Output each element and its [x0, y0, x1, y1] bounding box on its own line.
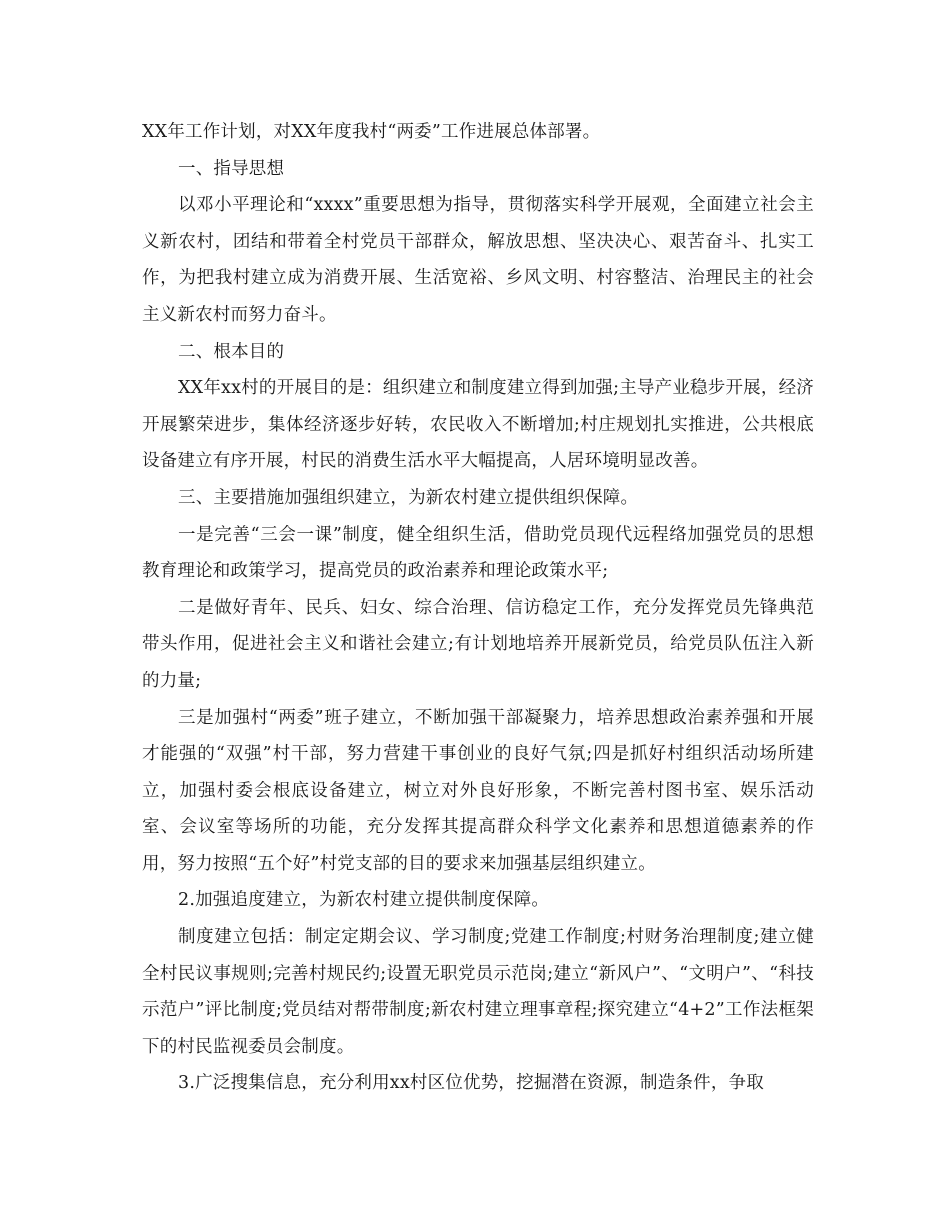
document-body [142, 114, 814, 1102]
heading-system-building: 2.加强追度建立，为新农村建立提供制度保障。 [178, 890, 550, 911]
paragraph-measure-three: 三是加强村“两委”班子建立，不断加强干部凝聚力，培养思想政治素养强和开展才能强的“双强”村干部，努力营建干事创业的良好气氛;四是抓好村组织活动场所建立，加强村委会根底设备建立，树立对外良好形象，不断完善村图书室、娱乐活动室、会议室等场所的功能，充分发挥其提高群众科学文化素养和思想道德素养的作用，努力按照“五个好”村党支部的目的要求来加强基层组织建立。 [142, 707, 814, 874]
paragraph-measure-two: 二是做好青年、民兵、妇女、综合治理、信访稳定工作，充分发挥党员先锋典范带头作用，促进社会主义和谐社会建立;有计划地培养开展新党员，给党员队伍注入新的力量; [142, 597, 814, 691]
paragraph-information-gathering: 3.广泛搜集信息，充分利用xx村区位优势，挖掘潜在资源，制造条件，争取 [178, 1073, 764, 1094]
paragraph-intro: XX年工作计划，对XX年度我村“两委”工作进展总体部署。 [142, 122, 601, 142]
heading-guiding-ideology: 一、指导思想 [178, 158, 285, 179]
heading-main-measures: 三、主要措施加强组织建立，为新农村建立提供组织保障。 [178, 487, 639, 508]
paragraph-guiding-ideology: 以邓小平理论和“xxxx”重要思想为指导，贯彻落实科学开展观，全面建立社会主义新农村，团结和带着全村党员干部群众，解放思想、坚决决心、艰苦奋斗、扎实工作，为把我村建立成为消费开展、生活宽裕、乡风文明、村容整洁、治理民主的社会主义新农村而努力奋斗。 [142, 195, 814, 325]
heading-basic-goals: 二、根本目的 [178, 341, 285, 362]
paragraph-basic-goals: XX年xx村的开展目的是：组织建立和制度建立得到加强;主导产业稳步开展，经济开展繁荣进步，集体经济逐步好转，农民收入不断增加;村庄规划扎实推进，公共根底设备建立有序开展，村民的消费生活水平大幅提高，人居环境明显改善。 [142, 378, 814, 472]
paragraph-measure-one: 一是完善“三会一课”制度，健全组织生活，借助党员现代远程络加强党员的思想教育理论和政策学习，提高党员的政治素养和理论政策水平; [142, 524, 814, 582]
paragraph-system-building: 制度建立包括：制定定期会议、学习制度;党建工作制度;村财务治理制度;建立健全村民议事规则;完善村规民约;设置无职党员示范岗;建立“新风户”、“文明户”、“科技示范户”评比制度;党员结对帮带制度;新农村建立理事章程;探究建立“4+2”工作法框架下的村民监视委员会制度。 [142, 927, 814, 1057]
